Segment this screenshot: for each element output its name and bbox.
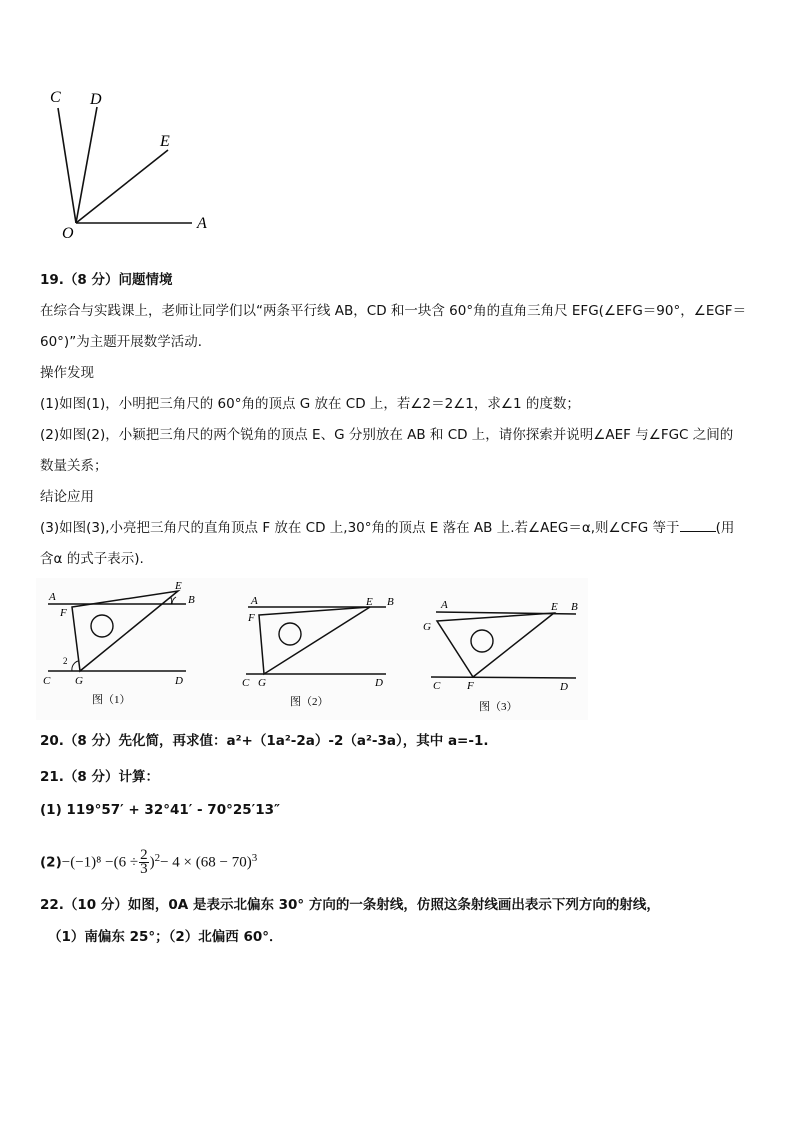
fig2-label-c: C xyxy=(242,677,250,689)
square-exponent: 2 xyxy=(154,852,161,864)
fig3-label-b: B xyxy=(571,601,578,613)
angle-figure xyxy=(40,80,230,250)
q19-figures xyxy=(36,578,588,720)
right-paren: ) xyxy=(149,854,155,871)
fig1-label-a: A xyxy=(49,591,56,603)
fig1-label-d: D xyxy=(175,675,183,687)
fraction-two-thirds xyxy=(139,849,149,876)
answer-blank[interactable] xyxy=(680,519,716,532)
fig3-label-c: C xyxy=(433,680,441,692)
fig2-label-f: F xyxy=(248,612,255,624)
fig2-label-e: E xyxy=(366,596,373,608)
q21-part2-term1: −(−1)⁸ − xyxy=(61,854,114,871)
q21-header: 21.（8 分）计算： xyxy=(40,769,160,785)
q19-part2-line1: (2)如图(2)，小颖把三角尺的两个锐角的顶点 E、G 分别放在 AB 和 CD 上，请你探索并说明∠AEF 与∠FGC 之间的 xyxy=(40,427,734,443)
ray-oe xyxy=(76,150,168,223)
fig2-label-g: G xyxy=(258,677,266,689)
q20-text: 20.（8 分）先化简，再求值：a²+（1a²-2a）-2（a²-3a），其中 a=-1. xyxy=(40,733,489,749)
fig3-label-g: G xyxy=(423,621,431,633)
q19-intro-line1: 在综合与实践课上，老师让同学们以“两条平行线 AB，CD 和一块含 60°角的直角三角尺 EFG(∠EFG＝90°，∠EGF＝ xyxy=(40,303,747,319)
label-d: D xyxy=(90,91,102,108)
fig2-label-a: A xyxy=(251,595,258,607)
ray-od xyxy=(76,107,97,223)
q21-part1: (1) 119°57′ + 32°41′ - 70°25′13″ xyxy=(40,802,281,818)
fig1-label-c: C xyxy=(43,675,51,687)
fig1-label-g: G xyxy=(75,675,83,687)
ray-oc xyxy=(58,108,76,223)
cube-exponent: 3 xyxy=(251,852,258,864)
q19-header: 19.（8 分）问题情境 xyxy=(40,272,173,288)
fig1-caption: 图（1） xyxy=(92,694,131,706)
label-e: E xyxy=(160,133,170,150)
fraction-numerator: 2 xyxy=(140,847,148,863)
label-c: C xyxy=(50,89,61,106)
fig3-label-a: A xyxy=(441,599,448,611)
fig3-label-e: E xyxy=(551,601,558,613)
q19-part3-tail: (用 xyxy=(715,520,735,536)
fig1-label-1: 1 xyxy=(169,596,174,606)
q19-section-apply: 结论应用 xyxy=(40,489,94,505)
label-a: A xyxy=(197,215,207,232)
fig2-caption: 图（2） xyxy=(290,696,329,708)
fig3-label-d: D xyxy=(560,681,568,693)
fraction-denominator: 3 xyxy=(140,861,148,877)
q21-part2-term2: 6 ÷ xyxy=(118,854,139,871)
q19-part2-line2: 数量关系； xyxy=(40,458,108,474)
q19-intro-line2: 60°)”为主题开展数学活动． xyxy=(40,334,212,350)
fig1-label-b: B xyxy=(188,594,195,606)
q21-part2-term3: − 4 × (68 − 70) xyxy=(160,854,252,871)
fig1-label-e: E xyxy=(175,580,182,592)
q19-part3-line2: 含α 的式子表示). xyxy=(40,551,144,567)
q22-line2: （1）南偏东 25°；（2）北偏西 60°． xyxy=(48,929,283,945)
q19-part1: (1)如图(1)，小明把三角尺的 60°角的顶点 G 放在 CD 上，若∠2＝2∠1，求∠1 的度数； xyxy=(40,396,580,412)
fig2-label-b: B xyxy=(387,596,394,608)
q19-part3-line1 xyxy=(40,518,734,538)
fig3-label-f: F xyxy=(467,680,474,692)
fig3-line-cd xyxy=(431,677,576,678)
fig1-label-f: F xyxy=(60,607,67,619)
q21-part2 xyxy=(40,840,257,881)
fig2-label-d: D xyxy=(375,677,383,689)
q21-part2-prefix: (2) xyxy=(40,854,62,871)
left-paren: ( xyxy=(113,854,119,871)
q19-section-discover: 操作发现 xyxy=(40,365,94,381)
q22-line1: 22.（10 分）如图，0A 是表示北偏东 30° 方向的一条射线，仿照这条射线画出表示下列方向的射线， xyxy=(40,897,660,913)
fig3-caption: 图（3） xyxy=(479,701,518,713)
fig1-label-2: 2 xyxy=(63,656,68,666)
label-o: O xyxy=(62,225,74,242)
q19-part3-text: (3)如图(3),小亮把三角尺的直角顶点 F 放在 CD 上,30°角的顶点 E 落在 AB 上.若∠AEG＝α,则∠CFG 等于 xyxy=(40,520,680,536)
